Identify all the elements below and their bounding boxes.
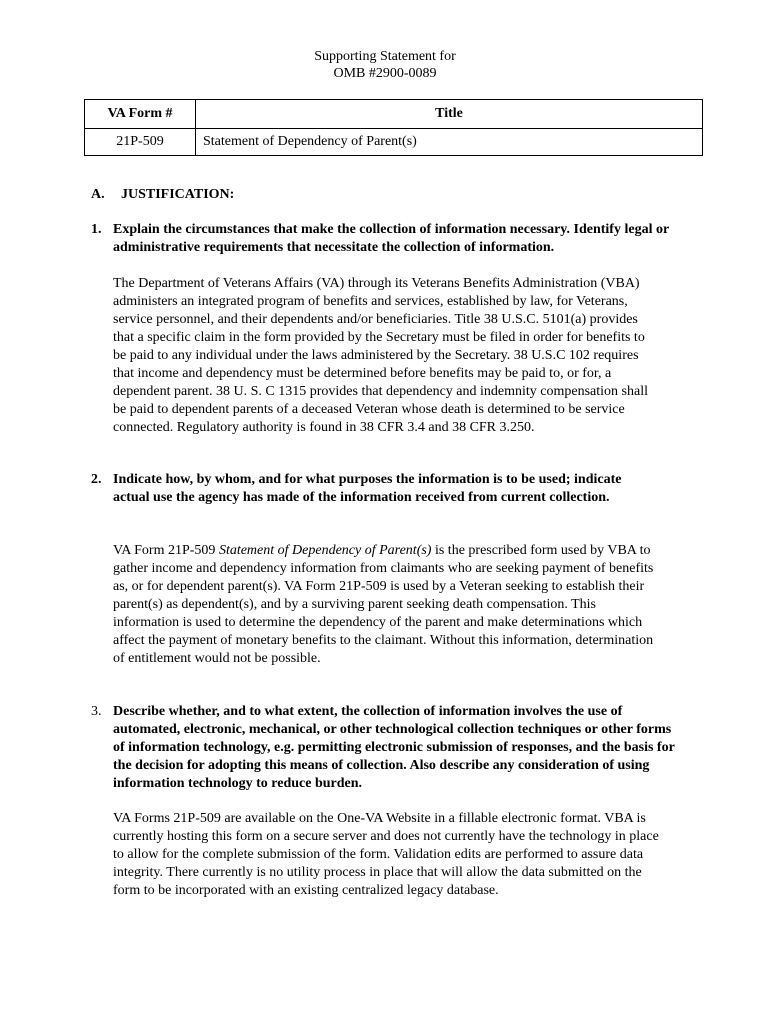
item-2-form-title-italic: Statement of Dependency of Parent(s) xyxy=(218,543,432,558)
table-header-row xyxy=(85,100,703,129)
header-line-2: OMB #2900-0089 xyxy=(333,66,437,81)
item-2-answer-prefix: VA Form 21P-509 xyxy=(113,543,219,558)
item-2-answer-rest: is the prescribed form used by VBA to gather income and dependency information from claimants who are seeking payment of benefits as, or for dependent parent(s). VA Form 21P-509 is used by a Veteran seeking to establish their parent(s) as dependent(s), and by a surviving parent seeking death compensation. This information is used to determine the dependency of the parent and make determinations which affect the payment of monetary benefits to the claimant. Without this information, determination of entitlement would not be possible. xyxy=(113,543,654,666)
column-header-title: Title xyxy=(196,100,703,129)
item-1-number: 1. xyxy=(91,222,102,237)
item-2-number: 2. xyxy=(91,472,102,487)
form-table xyxy=(84,99,703,156)
section-label: A. xyxy=(91,187,105,202)
item-3-answer: VA Forms 21P-509 are available on the One-VA Website in a fillable electronic format. VBA is currently hosting this form on a secure server and does not currently have the technology in place to allow for the complete submission of the form. Validation edits are performed to assure data integrity. There currently is no utility process in place that will allow the data submitted on the form to be incorporated with an existing centralized legacy database. xyxy=(113,811,659,898)
table-row xyxy=(85,129,703,156)
item-1-answer: The Department of Veterans Affairs (VA) through its Veterans Benefits Administration (VBA) administers an integrated program of benefits and services, established by law, for Veterans, service personnel, and their dependents and/or beneficiaries. Title 38 U.S.C. 5101(a) provides that a specific claim in the form provided by the Secretary must be filed in order for benefits to be paid to any individual under the laws administered by the Secretary. 38 U.S.C 102 requires that income and dependency must be determined before benefits may be paid to, or for, a dependent parent. 38 U. S. C 1315 provides that dependency and indemnity compensation shall be paid to dependent parents of a deceased Veteran whose death is determined to be service connected. Regulatory authority is found in 38 CFR 3.4 and 38 CFR 3.250. xyxy=(113,276,648,435)
header-line-1: Supporting Statement for xyxy=(314,49,456,64)
item-3-number: 3. xyxy=(91,704,102,719)
cell-form-title: Statement of Dependency of Parent(s) xyxy=(196,129,703,156)
cell-form-number: 21P-509 xyxy=(85,129,196,156)
item-3-question: Describe whether, and to what extent, the collection of information involves the use of automated, electronic, mechanical, or other technological collection techniques or other forms of information technology, e.g. permitting electronic submission of responses, and the basis for the decision for adopting this means of collection. Also describe any consideration of using information technology to reduce burden. xyxy=(113,704,675,791)
item-2-answer xyxy=(113,542,658,668)
section-title: JUSTIFICATION: xyxy=(121,187,235,202)
item-2-question: Indicate how, by whom, and for what purposes the information is to be used; indicate actual use the agency has made of the information received from current collection. xyxy=(113,472,622,505)
column-header-form-number: VA Form # xyxy=(85,100,196,129)
item-1-question: Explain the circumstances that make the collection of information necessary. Identify legal or administrative requirements that necessitate the collection of information. xyxy=(113,222,669,255)
